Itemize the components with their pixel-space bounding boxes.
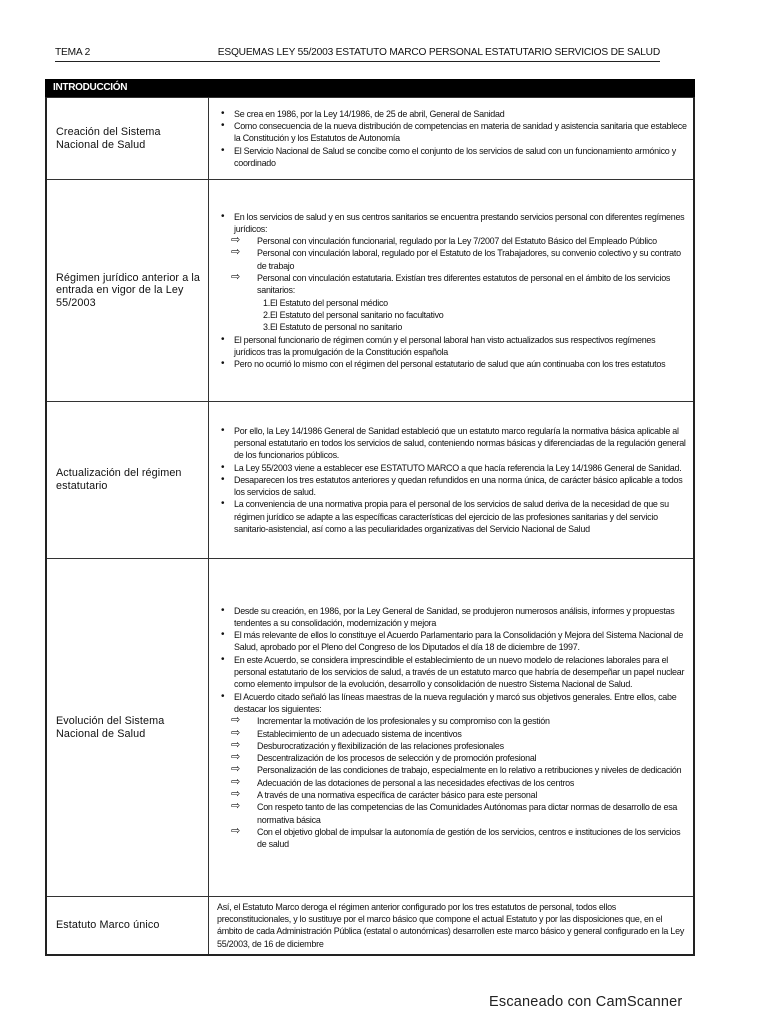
arrow-item: ⇨ Personal con vinculación funcionarial, regulado por la Ley 7/2007 del Estatuto Básico del Empleado Público: [217, 235, 687, 247]
table-row: [46, 98, 694, 180]
row-label: Creación del Sistema Nacional de Salud: [46, 98, 209, 180]
arrow-item: ⇨ Con respeto tanto de las competencias de las Comunidades Autónomas para dictar normas de desarrollo de esa normativa básica: [217, 801, 687, 826]
list-item: • Desaparecen los tres estatutos anteriores y quedan refundidos en una norma única, de carácter básico aplicable a todos los servicios de salud.: [217, 474, 687, 499]
table-row: [46, 402, 694, 559]
arrow-item: ⇨ Personal con vinculación estatutaria. Existían tres diferentes estatutos de personal en el ámbito de los servicios sanitarios:: [217, 272, 687, 297]
section-title-bar: INTRODUCCIÓN: [45, 79, 695, 97]
table-row: [46, 897, 694, 955]
list-item: • En los servicios de salud y en sus centros sanitarios se encuentra prestando servicios personal con diferentes regímenes jurídicos:: [217, 211, 687, 236]
arrow-item: ⇨ Personalización de las condiciones de trabajo, especialmente en lo relativo a retribuciones y niveles de dedicación: [217, 764, 687, 776]
list-item: • La conveniencia de una normativa propia para el personal de los servicios de salud deriva de la necesidad de que su régimen jurídico se adapte a las específicas características del ejercicio de las profesiones sanitarias y del servicio sanitario-asistencial, así como a las peculiaridades organizativas del Servicio Nacional de Salud: [217, 498, 687, 535]
list-item: • Desde su creación, en 1986, por la Ley General de Sanidad, se produjeron numerosos análisis, informes y propuestas tendentes a su consolidación, modernización y mejora: [217, 605, 687, 630]
numbered-item: 2.El Estatuto del personal sanitario no facultativo: [263, 309, 444, 320]
row-content: [209, 98, 695, 180]
arrow-item: ⇨ Adecuación de las dotaciones de personal a las necesidades efectivas de los centros: [217, 777, 687, 789]
arrow-item: ⇨ Con el objetivo global de impulsar la autonomía de gestión de los servicios, centros e instituciones de los servicios de salud: [217, 826, 687, 851]
list-item: • Por ello, la Ley 14/1986 General de Sanidad estableció que un estatuto marco regularía la normativa básica aplicable al personal estatutario en todos los servicios de salud, conteniendo normas básicas y diferenciadas de la regulación general de los funcionarios públicos.: [217, 425, 687, 462]
numbered-item: 3.El Estatuto de personal no sanitario: [263, 322, 403, 333]
numbered-item: 1.El Estatuto del personal médico: [263, 297, 388, 308]
table-row: [46, 180, 694, 402]
arrow-item: ⇨ Desburocratización y flexibilización de las relaciones profesionales: [217, 740, 687, 752]
list-item: • En este Acuerdo, se considera imprescindible el establecimiento de un nuevo modelo de relaciones laborales para el personal estatutario de los servicios de salud, a través de un estatuto marco que habría de desempeñar un papel nuclear como elemento impulsor de la evolución, desarrollo y consolidación de nuestro Sistema Nacional de Salud.: [217, 654, 687, 691]
arrow-item: ⇨ A través de una normativa específica de carácter básico para este personal: [217, 789, 687, 801]
table-row: [46, 559, 694, 897]
row-content: [209, 402, 695, 559]
list-item: • La Ley 55/2003 viene a establecer ese ESTATUTO MARCO a que hacía referencia la Ley 14/1986 General de Sanidad.: [217, 462, 687, 474]
content-grid: [45, 97, 695, 956]
arrow-item: ⇨ Establecimiento de un adecuado sistema de incentivos: [217, 728, 687, 740]
list-item: • El Acuerdo citado señaló las líneas maestras de la nueva regulación y marcó sus objetivos generales. Entre ellos, cabe destacar los siguientes:: [217, 691, 687, 716]
arrow-item: ⇨ Incrementar la motivación de los profesionales y su compromiso con la gestión: [217, 715, 687, 727]
list-item: • El Servicio Nacional de Salud se concibe como el conjunto de los servicios de salud con un funcionamiento armónico y coordinado: [217, 145, 687, 170]
row-label: Estatuto Marco único: [46, 897, 209, 955]
list-item: • Se crea en 1986, por la Ley 14/1986, de 25 de abril, General de Sanidad: [217, 108, 687, 120]
header-tema: TEMA 2: [55, 47, 91, 58]
row-label: Actualización del régimen estatutario: [46, 402, 209, 559]
list-item: • Pero no ocurrió lo mismo con el régimen del personal estatutario de salud que aún continuaba con los tres estatutos: [217, 358, 687, 370]
arrow-item: ⇨ Personal con vinculación laboral, regulado por el Estatuto de los Trabajadores, su convenio colectivo y su contrato de trabajo: [217, 247, 687, 272]
scanner-watermark: Escaneado con CamScanner: [489, 994, 683, 1010]
header-title: ESQUEMAS LEY 55/2003 ESTATUTO MARCO PERSONAL ESTATUTARIO SERVICIOS DE SALUD: [217, 47, 660, 58]
row-content: Así, el Estatuto Marco deroga el régimen anterior configurado por los tres estatutos de personal, todos ellos preconstitucionales, y lo sustituye por el marco básico que compone el actual Estatuto y por las disposiciones que, en el ámbito de cada Administración Pública (estatal o autonómicas) desarrollen este marco básico y general configurado en la Ley 55/2003, de 16 de diciembre: [209, 897, 695, 955]
list-item: • El más relevante de ellos lo constituye el Acuerdo Parlamentario para la Consolidación y Mejora del Sistema Nacional de Salud, aprobado por el Pleno del Congreso de los Diputados el día 18 de diciembre de 1997.: [217, 629, 687, 654]
list-item: • El personal funcionario de régimen común y el personal laboral han visto actualizados sus respectivos regímenes jurídicos tras la promulgación de la Constitución española: [217, 334, 687, 359]
row-label: Evolución del Sistema Nacional de Salud: [46, 559, 209, 897]
row-label: Régimen jurídico anterior a la entrada en vigor de la Ley 55/2003: [46, 180, 209, 402]
page-header: [55, 45, 660, 62]
list-item: • Como consecuencia de la nueva distribución de competencias en materia de sanidad y asistencia sanitaria que establece la Constitución y los Estatutos de Autonomía: [217, 120, 687, 145]
arrow-item: ⇨ Descentralización de los procesos de selección y de promoción profesional: [217, 752, 687, 764]
row-content: [209, 180, 695, 402]
document-table: [45, 79, 695, 956]
row-content: [209, 559, 695, 897]
